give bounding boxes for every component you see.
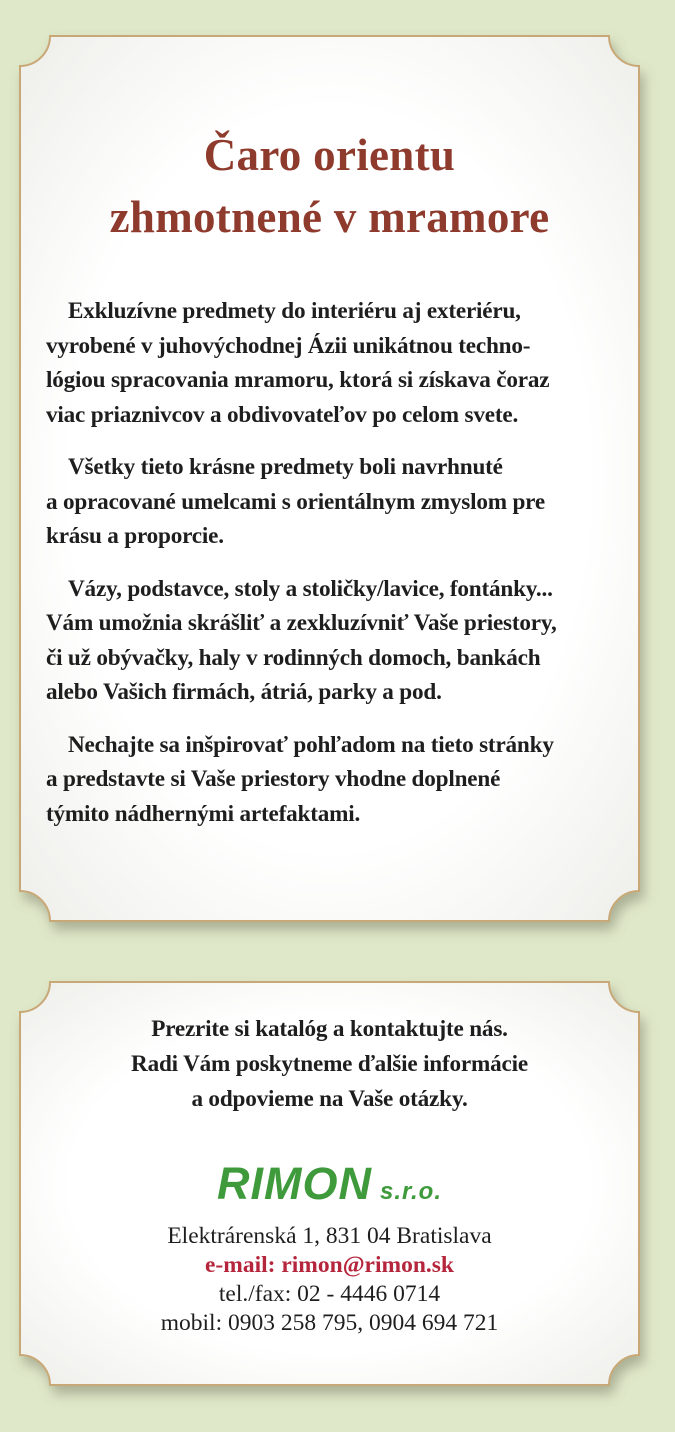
text-line: Všetky tieto krásne predmety boli navrhnuté — [68, 454, 503, 480]
phone-number: tel./fax: 02 - 4446 0714 — [218, 1281, 441, 1307]
text-line: Radi Vám poskytneme ďalšie informácie — [131, 1051, 528, 1077]
text-line: krásu a proporcie. — [46, 523, 224, 549]
text-line: vyrobené v juhovýchodnej Ázii unikátnou techno- — [46, 332, 531, 359]
paragraph — [46, 450, 621, 554]
email-link[interactable]: e-mail: rimon@rimon.sk — [205, 1252, 454, 1278]
mobile-number: mobil: 0903 258 795, 0904 694 721 — [160, 1310, 499, 1336]
company-name: RIMON — [216, 1158, 372, 1209]
page-title — [20, 124, 639, 248]
text-line: týmito nádhernými artefaktami. — [46, 800, 361, 827]
paragraph — [46, 728, 621, 832]
text-line: a odpovieme na Vaše otázky. — [191, 1086, 468, 1112]
text-line: Exkluzívne predmety do interiéru aj exteriéru, — [68, 298, 521, 324]
company-address — [20, 1222, 639, 1338]
paragraph — [46, 572, 621, 710]
text-line: lógiou spracovania mramoru, ktorá si získava čoraz — [46, 367, 550, 393]
text-line: viac priaznivcov a obdivovateľov po celom svete. — [46, 401, 519, 428]
text-line: Prezrite si katalóg a kontaktujte nás. — [151, 1016, 508, 1042]
contact-invitation — [20, 1012, 639, 1117]
company-logo — [20, 1158, 639, 1210]
intro-card — [20, 36, 639, 921]
company-suffix: s.r.o. — [379, 1178, 443, 1205]
text-line: a opracované umelcami s orientálnym zmyslom pre — [46, 488, 545, 515]
text-line: Vázy, podstavce, stoly a stoličky/lavice, fontánky... — [68, 575, 553, 602]
text-line: Nechajte sa inšpirovať pohľadom na tieto stránky — [68, 731, 554, 758]
paragraph — [46, 294, 621, 432]
text-line: či už obývačky, haly v rodinných domoch, bankách — [46, 644, 541, 671]
text-line: Vám umožnia skrášliť a zexkluzívniť Vaše priestory, — [46, 610, 557, 636]
text-line: alebo Vašich firmách, átriá, parky a pod. — [46, 679, 442, 705]
title-line: zhmotnené v mramore — [109, 192, 550, 242]
intro-text — [46, 294, 621, 849]
street-address: Elektrárenská 1, 831 04 Bratislava — [167, 1223, 492, 1249]
text-line: a predstavte si Vaše priestory vhodne doplnené — [46, 766, 501, 792]
title-line: Čaro orientu — [203, 130, 456, 180]
contact-card — [20, 982, 639, 1385]
